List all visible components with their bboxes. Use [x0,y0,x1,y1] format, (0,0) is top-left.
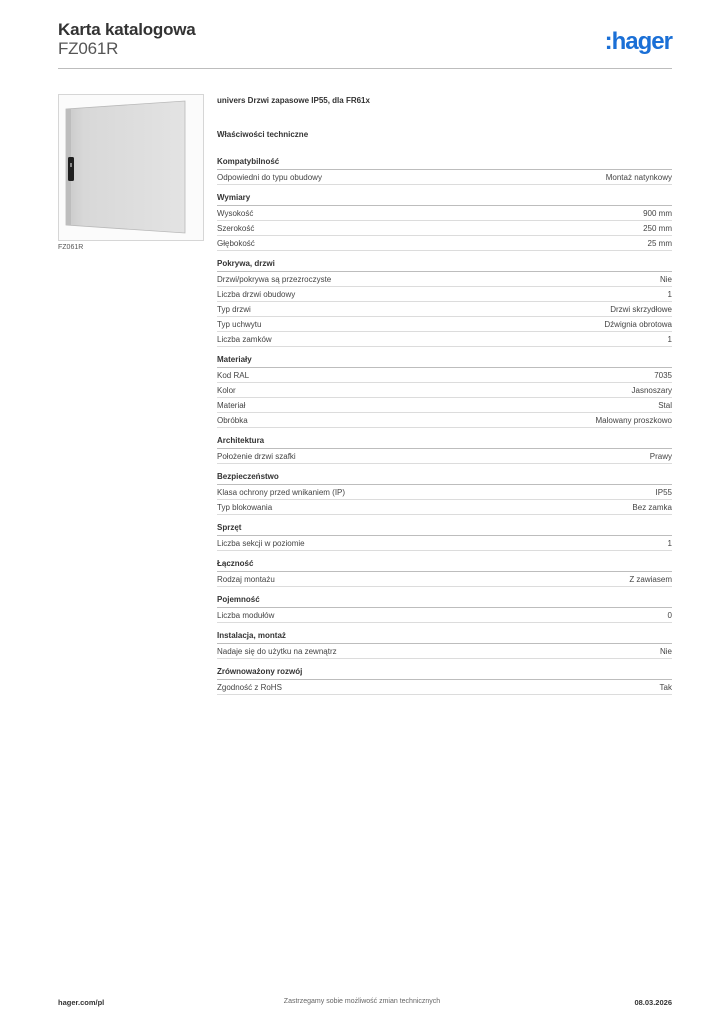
section-title: Kompatybilność [217,156,672,170]
spec-value: IP55 [655,487,672,497]
header-divider [58,68,672,69]
section-title: Instalacja, montaż [217,630,672,644]
hager-logo: :hager [604,28,672,55]
spec-row [217,536,672,551]
image-caption: FZ061R [58,244,84,251]
spec-label: Liczba sekcji w poziomie [217,538,305,548]
spec-section [217,192,672,251]
spec-row [217,644,672,659]
section-title: Architektura [217,435,672,449]
spec-section [217,156,672,185]
door-handle-icon [68,157,74,181]
section-title: Pokrywa, drzwi [217,258,672,272]
spec-value: 25 mm [647,238,672,248]
spec-label: Obróbka [217,415,248,425]
spec-row [217,485,672,500]
spec-label: Klasa ochrony przed wnikaniem (IP) [217,487,346,497]
spec-row [217,608,672,623]
spec-label: Położenie drzwi szafki [217,451,296,461]
spec-value: Tak [659,682,672,692]
spec-section [217,354,672,428]
spec-row [217,383,672,398]
product-reference: FZ061R [58,39,119,58]
spec-row [217,398,672,413]
section-title: Materiały [217,354,672,368]
section-title: Sprzęt [217,522,672,536]
spec-row [217,332,672,347]
section-title: Zrównoważony rozwój [217,666,672,680]
spec-content [217,96,672,702]
spec-label: Zgodność z RoHS [217,682,282,692]
spec-row [217,206,672,221]
section-title: Łączność [217,558,672,572]
spec-value: Montaż natynkowy [605,172,672,182]
spec-value: Drzwi skrzydłowe [610,304,672,314]
spec-row [217,170,672,185]
spec-section [217,471,672,515]
spec-label: Odpowiedni do typu obudowy [217,172,322,182]
spec-label: Nadaje się do użytku na zewnątrz [217,646,337,656]
spec-value: 7035 [654,370,672,380]
spec-row [217,272,672,287]
spec-row [217,368,672,383]
spec-value: 1 [667,538,672,548]
spec-value: Bez zamka [632,502,672,512]
spec-label: Typ drzwi [217,304,251,314]
spec-label: Kod RAL [217,370,250,380]
spec-label: Głębokość [217,238,255,248]
spec-section [217,594,672,623]
spec-section [217,435,672,464]
spec-label: Szerokość [217,223,255,233]
spec-row [217,317,672,332]
spec-row [217,413,672,428]
spec-section [217,630,672,659]
spec-row [217,236,672,251]
spec-label: Materiał [217,400,246,410]
spec-value: Dźwignia obrotowa [604,319,672,329]
spec-label: Wysokość [217,208,254,218]
section-title: Wymiary [217,192,672,206]
spec-label: Liczba modułów [217,610,275,620]
spec-label: Drzwi/pokrywa są przezroczyste [217,274,332,284]
product-image [58,94,204,241]
spec-section [217,258,672,347]
spec-section [217,666,672,695]
spec-value: Stal [658,400,672,410]
spec-label: Rodzaj montażu [217,574,275,584]
footer-date: 08.03.2026 [634,998,672,1007]
spec-label: Kolor [217,385,236,395]
spec-row [217,302,672,317]
spec-section [217,558,672,587]
spec-value: Prawy [649,451,672,461]
spec-value: 900 mm [643,208,672,218]
spec-value: 250 mm [643,223,672,233]
footer-website: hager.com/pl [58,998,105,1007]
spec-value: Malowany proszkowo [595,415,672,425]
spec-row [217,680,672,695]
spec-value: 1 [667,334,672,344]
spec-value: Z zawiasem [629,574,672,584]
properties-title: Właściwości techniczne [217,130,309,139]
spec-value: Nie [659,274,672,284]
spec-row [217,572,672,587]
spec-label: Liczba zamków [217,334,272,344]
product-description: univers Drzwi zapasowe IP55, dla FR61x [217,96,370,105]
spec-row [217,500,672,515]
spec-row [217,287,672,302]
spec-value: Jasnoszary [631,385,672,395]
section-title: Bezpieczeństwo [217,471,672,485]
spec-label: Liczba drzwi obudowy [217,289,296,299]
spec-row [217,449,672,464]
footer-notice: Zastrzegamy sobie możliwość zmian technicznych [283,998,441,1005]
spec-sections [217,156,672,695]
spec-label: Typ uchwytu [217,319,262,329]
page-title: Karta katalogowa [58,20,196,39]
spec-row [217,221,672,236]
door-panel-illustration [59,95,203,240]
spec-label: Typ blokowania [217,502,273,512]
section-title: Pojemność [217,594,672,608]
spec-section [217,522,672,551]
spec-value: Nie [659,646,672,656]
spec-value: 0 [667,610,672,620]
spec-value: 1 [667,289,672,299]
